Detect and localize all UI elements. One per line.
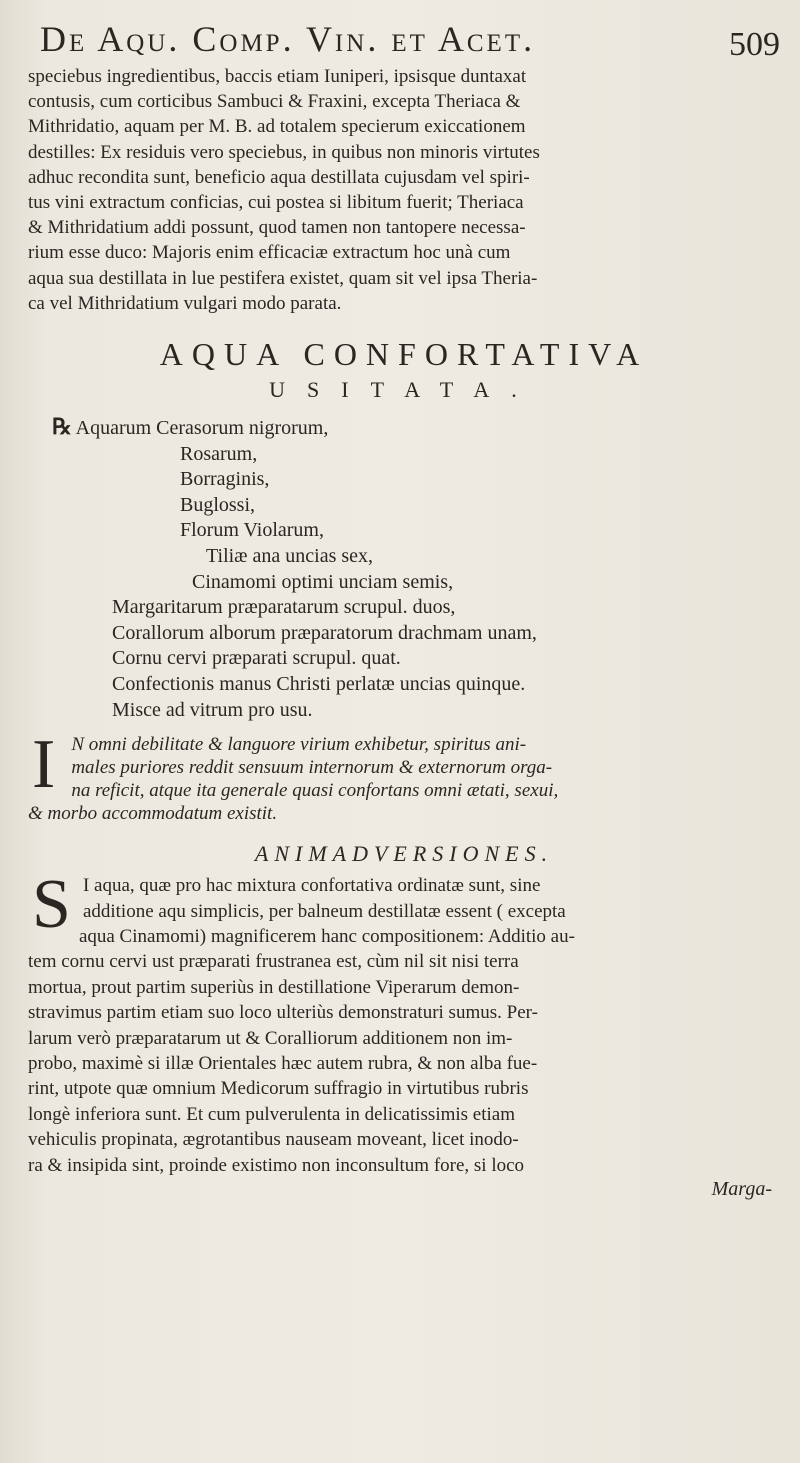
recipe-item: [28, 442, 780, 468]
text-line: Mithridatio, aquam per M. B. ad totalem specierum exiccationem: [28, 116, 526, 138]
running-head: De Aqu. Comp. Vin. et Acet.: [40, 19, 536, 59]
text-line: contusis, cum corticibus Sambuci & Fraxini, excepta Theriaca &: [28, 91, 521, 113]
text-line: I aqua, quæ pro hac mixtura confortativa ordinatæ sunt, sine: [82, 875, 541, 897]
recipe-item: [28, 646, 780, 672]
text-line: & Mithridatium addi possunt, quod tamen non tantopere necessa-: [28, 217, 526, 239]
animadversiones-paragraph: [28, 866, 780, 1178]
animadversiones-title: ANIMADVERSIONES.: [254, 841, 554, 867]
usage-note: [28, 726, 780, 825]
recipe-text: Tiliæ ana uncias sex,: [206, 545, 374, 567]
text-line: mortua, prout partim superiùs in destillatione Viperarum demon-: [28, 976, 520, 998]
text-line: larum verò præparatarum ut & Coralliorum additionem non im-: [28, 1027, 513, 1049]
recipe-list: [28, 414, 780, 723]
recipe-item: [28, 414, 780, 442]
text-line: speciebus ingredientibus, baccis etiam Iuniperi, ipsisque duntaxat: [28, 66, 527, 87]
recipe-text: Rosarum,: [180, 442, 258, 465]
recipe-item: [28, 570, 780, 596]
recipe-item: [28, 595, 780, 621]
text-line: rium esse duco: Majoris enim efficaciæ extractum hoc unà cum: [28, 242, 511, 264]
text-line: ca vel Mithridatium vulgari modo parata.: [28, 292, 342, 314]
recipe-item: [28, 672, 780, 698]
recipe-text: Misce ad vitrum pro usu.: [112, 698, 313, 721]
recipe-item: [28, 518, 780, 544]
text-line: ra & insipida sint, proinde existimo non inconsultum fore, si loco: [28, 1154, 525, 1176]
recipe-item: [28, 621, 780, 647]
recipe-symbol: ℞: [52, 414, 72, 440]
recipe-text: Florum Violarum,: [180, 519, 324, 542]
text-line: stravimus partim etiam suo loco ulteriùs demonstraturi sumus. Per-: [28, 1002, 538, 1024]
page-body: [28, 64, 780, 1201]
text-line: adhuc recondita sunt, beneficio aqua destillata cujusdam vel spiri-: [28, 166, 530, 188]
page-number: 509: [729, 26, 780, 63]
text-line: additione aqu simplicis, per balneum destillatæ essent ( excepta: [82, 900, 566, 922]
recipe-item: [28, 493, 780, 519]
recipe-text: Cornu cervi præparati scrupul. quat.: [112, 647, 401, 670]
section-title: AQUA CONFORTATIVA: [159, 336, 649, 373]
recipe-text: Corallorum alborum præparatorum drachmam unam,: [112, 621, 537, 644]
recipe-text: Confectionis manus Christi perlatæ uncias quinque.: [112, 672, 526, 695]
note-line: na reficit, atque ita generale quasi confortans omni ætati, sexui,: [71, 780, 559, 802]
catchword: Marga-: [711, 1178, 772, 1201]
drop-cap: S: [32, 866, 71, 944]
intro-paragraph: [28, 64, 780, 316]
recipe-text: Borraginis,: [180, 468, 270, 491]
drop-cap: I: [32, 726, 56, 804]
recipe-text: Buglossi,: [180, 493, 256, 516]
text-line: tem cornu cervi ust præparati frustranea est, cùm nil sit nisi terra: [28, 951, 519, 973]
text-line: aqua sua destillata in lue pestifera existet, quam sit vel ipsa Theria-: [28, 267, 538, 289]
recipe-text: Aquarum Cerasorum nigrorum,: [71, 417, 329, 440]
recipe-text: Cinamomi optimi unciam semis,: [192, 570, 454, 593]
text-line: aqua Cinamomi) magnificerem hanc compositionem: Additio au-: [78, 925, 575, 947]
text-line: rint, utpote quæ omnium Medicorum suffragio in virtutibus rubris: [28, 1078, 529, 1100]
recipe-item: [28, 544, 780, 570]
text-line: probo, maximè si illæ Orientales hæc autem rubra, & non alba fue-: [28, 1053, 538, 1074]
text-line: tus vini extractum conficias, cui postea si libitum fuerit; Theriaca: [28, 192, 524, 214]
note-line: N omni debilitate & languore virium exhibetur, spiritus ani-: [71, 734, 527, 756]
recipe-item: [28, 698, 780, 724]
text-line: destilles: Ex residuis vero speciebus, in quibus non minoris virtutes: [28, 141, 540, 163]
recipe-text: Margaritarum præparatarum scrupul. duos,: [112, 596, 456, 619]
section-subtitle: USITATA.: [269, 377, 539, 403]
recipe-item: [28, 467, 780, 493]
note-line: males puriores reddit sensuum internorum & externorum orga-: [71, 757, 553, 779]
text-line: vehiculis propinata, ægrotantibus nauseam moveant, licet inodo-: [28, 1129, 519, 1151]
note-line: & morbo accommodatum existit.: [28, 803, 278, 825]
text-line: longè inferiora sunt. Et cum pulverulenta in delicatissimis etiam: [28, 1103, 516, 1125]
